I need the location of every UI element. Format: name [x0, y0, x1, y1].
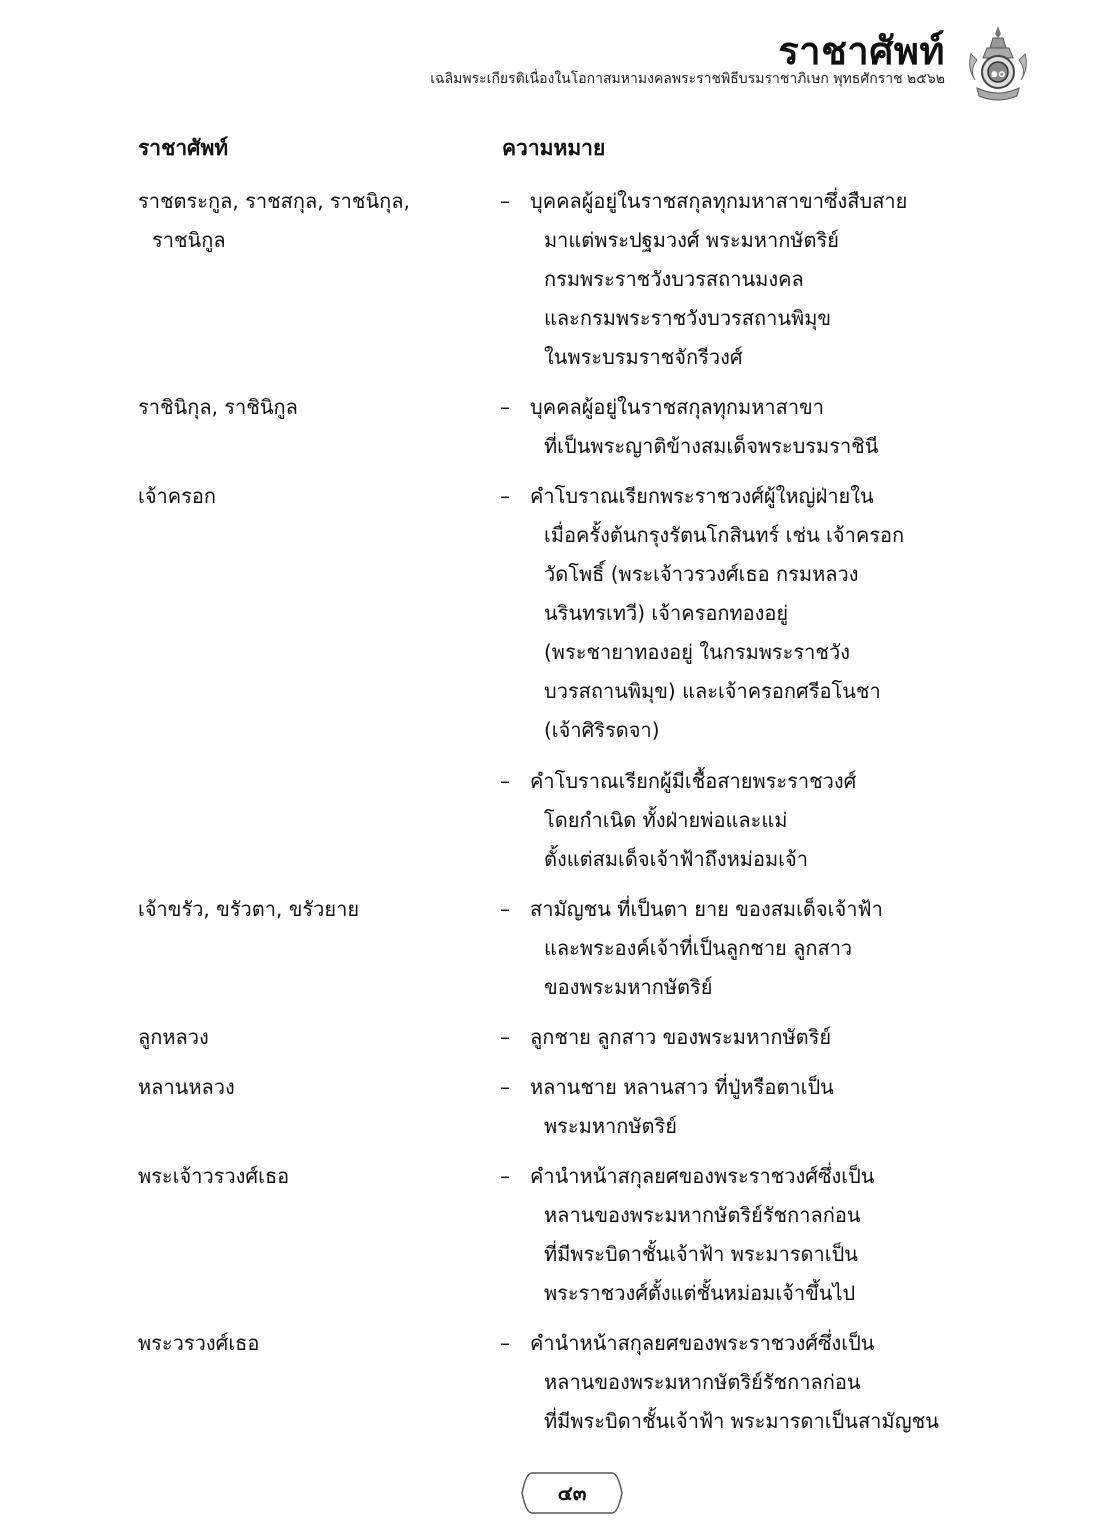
definition-line: บุคคลผู้อยู่ในราชสกุลทุกมหาสาขา — [530, 395, 824, 419]
dash-bullet: – — [500, 189, 510, 213]
glossary-entry — [0, 890, 1093, 1007]
term-line: เจ้าขรัว, ขรัวตา, ขรัวยาย — [138, 897, 360, 921]
glossary-entry — [0, 1157, 1093, 1313]
glossary-entry — [0, 1068, 1093, 1146]
column-header-term: ราชาศัพท์ — [138, 136, 229, 160]
glossary-entry — [0, 1324, 1093, 1441]
definition-line: ตั้งแต่สมเด็จเจ้าฟ้าถึงหม่อมเจ้า — [544, 847, 808, 871]
glossary-entry — [0, 388, 1093, 466]
entry-definitions — [500, 388, 1093, 466]
definition-item — [500, 1068, 1093, 1146]
entry-definitions — [500, 1068, 1093, 1146]
definition-line: ของพระมหากษัตริย์ — [544, 975, 713, 999]
definition-line: เมื่อครั้งต้นกรุงรัตนโกสินทร์ เช่น เจ้าครอก — [544, 523, 905, 547]
definition-line: คำนำหน้าสกุลยศของพระราชวงศ์ซึ่งเป็น — [530, 1164, 875, 1188]
definition-item — [500, 388, 1093, 466]
dash-bullet: – — [500, 897, 510, 921]
page-header — [163, 18, 1063, 98]
definition-item — [500, 182, 1093, 377]
term-line: หลานหลวง — [138, 1075, 235, 1099]
definition-line: ที่มีพระบิดาชั้นเจ้าฟ้า พระมารดาเป็นสามัญชน — [544, 1409, 939, 1433]
page-title: ราชาศัพท์ — [778, 28, 945, 73]
dash-bullet: – — [500, 1025, 510, 1049]
definition-item — [500, 1018, 1093, 1057]
entry-definitions — [500, 1157, 1093, 1313]
definition-item — [500, 1324, 1093, 1441]
definition-line: กรมพระราชวังบวรสถานมงคล — [544, 267, 804, 291]
definition-line: โดยกำเนิด ทั้งฝ่ายพ่อและแม่ — [544, 808, 788, 832]
dash-bullet: – — [500, 1164, 510, 1188]
definition-line: คำโบราณเรียกพระราชวงศ์ผู้ใหญ่ฝ่ายใน — [530, 484, 874, 508]
svg-text:๑๐: ๑๐ — [990, 66, 1006, 80]
definition-line: คำนำหน้าสกุลยศของพระราชวงศ์ซึ่งเป็น — [530, 1331, 875, 1355]
entry-definitions — [500, 1018, 1093, 1057]
definition-line: สามัญชน ที่เป็นตา ยาย ของสมเด็จเจ้าฟ้า — [530, 897, 883, 921]
entry-definitions — [500, 890, 1093, 1007]
glossary-entry — [0, 1018, 1093, 1057]
definition-line: ที่เป็นพระญาติข้างสมเด็จพระบรมราชินี — [544, 434, 879, 458]
glossary-entry — [0, 182, 1093, 377]
definition-line: นรินทรเทวี) เจ้าครอกทองอยู่ — [544, 601, 789, 625]
dash-bullet: – — [500, 1075, 510, 1099]
royal-crown-emblem-icon — [963, 24, 1033, 102]
definition-line: หลานชาย หลานสาว ที่ปู่หรือตาเป็น — [530, 1075, 834, 1099]
term-line: ราชินิกุล, ราชินิกูล — [138, 395, 298, 419]
definition-line: พระมหากษัตริย์ — [544, 1114, 678, 1138]
definition-line: ลูกชาย ลูกสาว ของพระมหากษัตริย์ — [530, 1025, 832, 1049]
entry-definitions — [500, 182, 1093, 377]
term-line: ราชตระกูล, ราชสกุล, ราชนิกุล, — [138, 189, 410, 213]
term-line: พระเจ้าวรวงศ์เธอ — [138, 1164, 290, 1188]
term-line: ลูกหลวง — [138, 1025, 209, 1049]
definition-line: ที่มีพระบิดาชั้นเจ้าฟ้า พระมารดาเป็น — [544, 1242, 858, 1266]
definition-item — [500, 1157, 1093, 1313]
page-number-badge — [518, 1470, 626, 1516]
dash-bullet: – — [500, 769, 510, 793]
entry-term — [0, 890, 500, 1007]
page-number: ๔๓ — [557, 1481, 587, 1505]
definition-line: และกรมพระราชวังบวรสถานพิมุข — [544, 306, 832, 330]
dash-bullet: – — [500, 395, 510, 419]
term-line: พระวรวงศ์เธอ — [138, 1331, 260, 1355]
dash-bullet: – — [500, 1331, 510, 1355]
definition-line: พระราชวงศ์ตั้งแต่ชั้นหม่อมเจ้าขึ้นไป — [544, 1281, 856, 1305]
entry-term — [0, 477, 500, 879]
definition-line: บวรสถานพิมุข) และเจ้าครอกศรีอโนชา — [544, 679, 881, 703]
definition-item — [500, 477, 1093, 750]
term-line: ราชนิกูล — [152, 228, 226, 252]
entry-term — [0, 388, 500, 466]
definition-line: หลานของพระมหากษัตริย์รัชกาลก่อน — [544, 1370, 861, 1394]
glossary-entry — [0, 477, 1093, 879]
page-subtitle: เฉลิมพระเกียรติเนื่องในโอกาสมหามงคลพระราชพิธีบรมราชาภิเษก พุทธศักราช ๒๕๖๒ — [430, 71, 945, 87]
entry-definitions — [500, 1324, 1093, 1441]
definition-line: และพระองค์เจ้าที่เป็นลูกชาย ลูกสาว — [544, 936, 853, 960]
definition-line: (เจ้าศิริรดจา) — [544, 718, 660, 742]
entry-term — [0, 1324, 500, 1441]
definition-line: บุคคลผู้อยู่ในราชสกุลทุกมหาสาขาซึ่งสืบสาย — [530, 189, 908, 213]
definition-item — [500, 890, 1093, 1007]
glossary-table — [0, 182, 1093, 1452]
entry-definitions — [500, 477, 1093, 879]
entry-term — [0, 1157, 500, 1313]
definition-line: มาแต่พระปฐมวงศ์ พระมหากษัตริย์ — [544, 228, 839, 252]
definition-item — [500, 762, 1093, 879]
definition-line: วัดโพธิ์ (พระเจ้าวรวงศ์เธอ กรมหลวง — [544, 562, 859, 586]
term-line: เจ้าครอก — [138, 484, 217, 508]
dash-bullet: – — [500, 484, 510, 508]
entry-term — [0, 182, 500, 377]
definition-line: (พระชายาทองอยู่ ในกรมพระราชวัง — [544, 640, 850, 664]
definition-line: ในพระบรมราชจักรีวงศ์ — [544, 345, 743, 369]
entry-term — [0, 1018, 500, 1057]
definition-line: หลานของพระมหากษัตริย์รัชกาลก่อน — [544, 1203, 861, 1227]
definition-line: คำโบราณเรียกผู้มีเชื้อสายพระราชวงศ์ — [530, 769, 857, 793]
column-header-meaning: ความหมาย — [502, 136, 606, 160]
entry-term — [0, 1068, 500, 1146]
